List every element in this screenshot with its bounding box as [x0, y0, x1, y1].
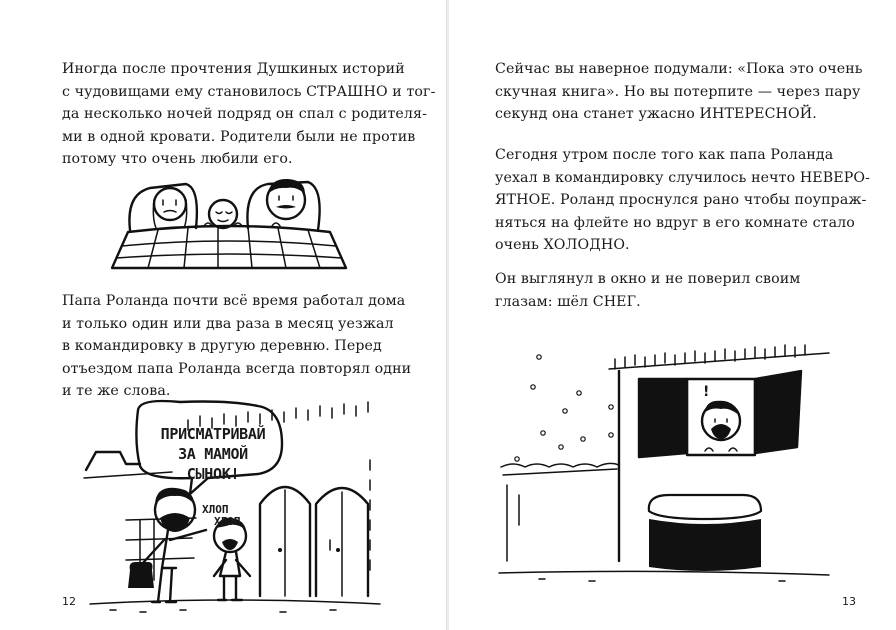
text-line: и те же слова.: [62, 383, 171, 400]
left-page: [0, 0, 447, 630]
father-body: [158, 530, 176, 602]
text-line: ми в одной кровати. Родители были не против: [62, 128, 416, 145]
text-line: и только один или два раза в месяц уезжал: [62, 315, 394, 332]
snowflake: [609, 405, 613, 409]
sound-effect-clap: ХЛОП: [202, 503, 229, 516]
text-line: глазам: шёл СНЕГ.: [495, 293, 641, 310]
window-shutter-left: [639, 379, 687, 457]
snowflake: [537, 355, 541, 359]
window-frame: [687, 379, 755, 455]
page-number-left: 12: [62, 595, 76, 608]
wall-marks: [507, 485, 519, 561]
text-line: уехал в командировку случилось нечто НЕВЕРО-: [495, 169, 870, 186]
father-mouth: [160, 513, 190, 532]
roland-hands: [705, 448, 737, 451]
door-knob: [336, 548, 340, 552]
father-mustache: [276, 205, 296, 209]
family-in-bed-illustration: [108, 170, 348, 270]
child-body: [220, 552, 240, 600]
speech-line: ПРИСМАТРИВАЙ: [160, 425, 266, 443]
text-line: ЯТНОЕ. Роланд проснулся рано чтобы поупраж-: [495, 192, 867, 209]
father-hair: [268, 179, 305, 194]
blanket-stripes: [116, 241, 342, 258]
suitcase: [128, 562, 154, 588]
speech-line: ЗА МАМОЙ: [178, 445, 248, 463]
text-line: очень ХОЛОДНО.: [495, 237, 630, 254]
mother-head: [154, 188, 186, 220]
ground-marks: [110, 610, 336, 612]
sound-effect-clap: ХЛОП: [214, 515, 241, 528]
snowflake: [559, 445, 563, 449]
window-shutter-right: [755, 371, 801, 453]
blanket-stripes: [148, 227, 320, 268]
wall-top: [503, 469, 617, 475]
right-paragraph-2: [495, 144, 870, 257]
text-line: скучная книга». Но вы потерпите — через пару: [495, 83, 861, 100]
snowflake: [541, 431, 545, 435]
door-knob: [278, 548, 282, 552]
right-paragraph-1: [495, 58, 863, 126]
text-line: потому что очень любили его.: [62, 151, 293, 168]
left-paragraph-1: [62, 58, 436, 171]
bush: [649, 519, 761, 571]
snowflake: [531, 385, 535, 389]
text-line: отъездом папа Роланда всегда повторял одни: [62, 360, 412, 377]
house-roof-left: [86, 452, 140, 470]
snow-on-wall: [501, 463, 619, 467]
right-paragraph-3: [495, 268, 840, 313]
snow-window-illustration: [499, 335, 839, 585]
blanket: [112, 226, 346, 268]
speech-bubble-text: [140, 424, 286, 484]
text-line: с чудовищами ему становилось СТРАШНО и тог-: [62, 83, 436, 100]
text-line: в командировку в другую деревню. Перед: [62, 338, 382, 355]
father-hair: [155, 488, 194, 504]
left-paragraph-2: [62, 290, 412, 403]
brick-marks: [330, 460, 370, 570]
snowflake: [515, 457, 519, 461]
snowflake: [577, 391, 581, 395]
snowflake: [609, 433, 613, 437]
snowflake: [581, 437, 585, 441]
mother-face: [163, 200, 176, 212]
roland-hair: [704, 401, 739, 415]
roland-eyes: [715, 419, 727, 422]
roland-mouth: [711, 424, 731, 439]
ground-marks: [539, 579, 785, 581]
text-line: Папа Роланда почти всё время работал дома: [62, 293, 406, 309]
roof-edge: [609, 353, 829, 369]
ground: [499, 571, 829, 575]
snowflake: [563, 409, 567, 413]
text-line: няться на флейте но вдруг в его комнате стало: [495, 214, 855, 231]
exclamation-mark: !: [703, 384, 710, 400]
text-line: Сейчас вы наверное подумали: «Пока это очень: [495, 61, 863, 77]
door-split: [285, 490, 342, 596]
speech-line: СЫНОК!: [186, 465, 240, 483]
child-mouth: [222, 539, 238, 550]
text-line: да несколько ночей подряд он спал с родителя-: [62, 106, 427, 123]
father-eyes: [279, 196, 293, 200]
text-line: Иногда после прочтения Душкиных историй: [62, 61, 405, 77]
right-page: [449, 0, 896, 630]
page-number-right: 13: [842, 595, 856, 608]
text-line: секунд она станет ужасно ИНТЕРЕСНОЙ.: [495, 106, 817, 123]
snow-on-bush: [649, 495, 761, 519]
ground: [90, 600, 380, 604]
text-line: Он выглянул в окно и не поверил своим: [495, 271, 801, 287]
child-head: [209, 200, 237, 228]
text-line: Сегодня утром после того как папа Роланда: [495, 147, 834, 163]
child-face: [216, 212, 232, 222]
